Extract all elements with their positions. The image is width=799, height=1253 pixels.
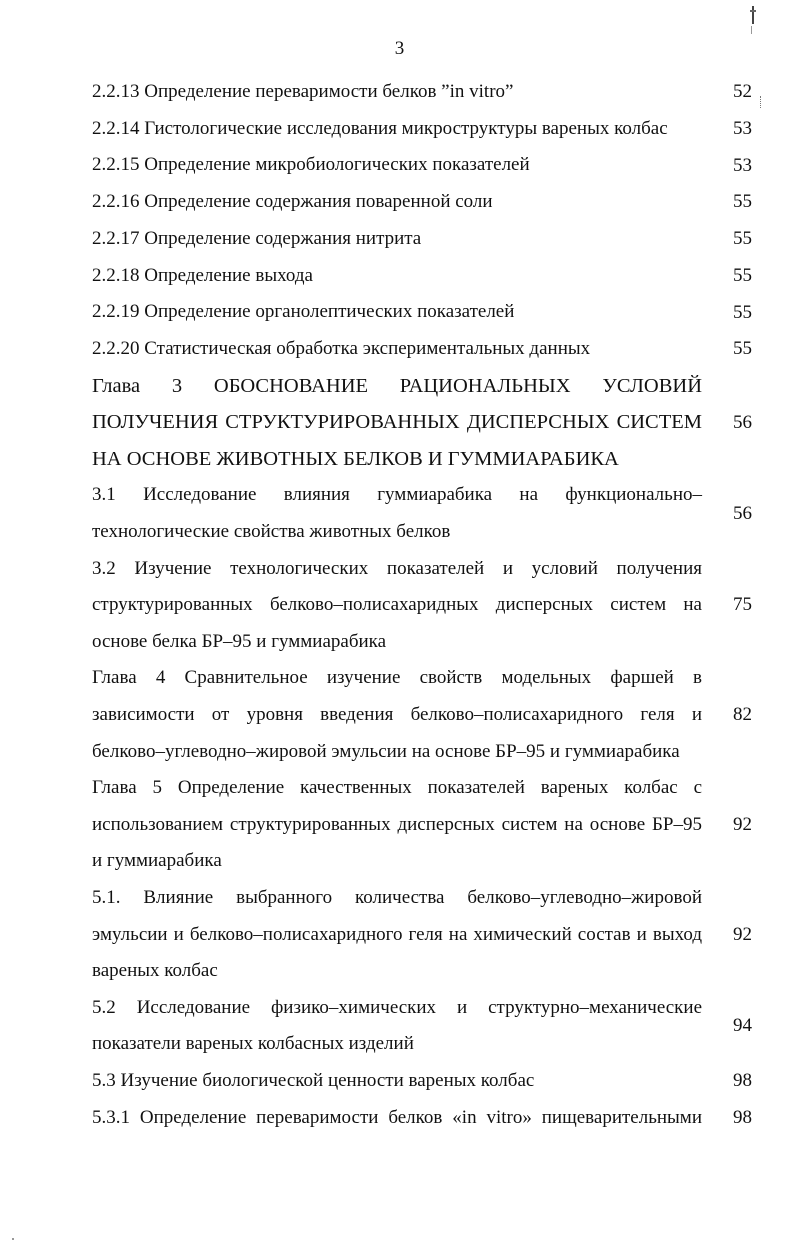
toc-entry bbox=[92, 147, 752, 184]
toc-entry-title: 2.2.14 Гистологические исследования микроструктуры вареных колбас bbox=[92, 117, 668, 139]
toc-entry-page: 92 bbox=[733, 814, 752, 836]
toc-entry-title: 3.2 Изучение технологических показателей и условий получения структурированных белково–полисахаридных дисперсных систем на основе белка БР–95 и гуммиарабика bbox=[92, 557, 702, 652]
toc-entry-title: 5.3 Изучение биологической ценности вареных колбас bbox=[92, 1069, 535, 1091]
toc-entry-title: 5.3.1 Определение переваримости белков «in vitro» пищеварительными bbox=[92, 1106, 702, 1128]
toc-entry-page: 75 bbox=[733, 594, 752, 616]
toc-chapter-entry bbox=[92, 660, 752, 770]
scan-corner-dot bbox=[12, 1238, 14, 1240]
toc-entry-title: 2.2.17 Определение содержания нитрита bbox=[92, 227, 422, 249]
toc-entry-title: 3.1 Исследование влияния гуммиарабика на функционально–технологические свойства животных белков bbox=[92, 484, 702, 542]
toc-entry-title: 2.2.15 Определение микробиологических показателей bbox=[92, 154, 530, 176]
toc-entry bbox=[92, 74, 752, 111]
toc-entry-title: 2.2.16 Определение содержания поваренной соли bbox=[92, 191, 493, 213]
toc-entry bbox=[92, 477, 752, 550]
toc-entry bbox=[92, 990, 752, 1063]
toc-entry-title: Глава 3 ОБОСНОВАНИЕ РАЦИОНАЛЬНЫХ УСЛОВИЙ ПОЛУЧЕНИЯ СТРУКТУРИРОВАННЫХ ДИСПЕРСНЫХ СИСТЕМ НА ОСНОВЕ ЖИВОТНЫХ БЕЛКОВ И ГУММИАРАБИКА bbox=[92, 374, 702, 470]
toc-entry-title: 5.1. Влияние выбранного количества белково–углеводно–жировой эмульсии и белково–полисахаридного геля на химический состав и выход вареных колбас bbox=[92, 886, 702, 982]
toc-entry bbox=[92, 1063, 752, 1100]
toc-entry-page: 55 bbox=[733, 228, 752, 250]
toc-entry-page: 98 bbox=[733, 1070, 752, 1092]
toc-entry-page: 53 bbox=[733, 154, 752, 176]
toc-chapter-entry bbox=[92, 770, 752, 880]
toc-entry bbox=[92, 221, 752, 258]
toc-entry bbox=[92, 294, 752, 331]
toc-entry-page: 56 bbox=[733, 503, 752, 524]
scan-artifact-mark bbox=[748, 4, 758, 38]
toc-entry-page: 55 bbox=[733, 191, 752, 213]
toc-entry-page: 82 bbox=[733, 704, 752, 726]
toc-entry-page: 55 bbox=[733, 338, 752, 360]
toc-entry-title: Глава 4 Сравнительное изучение свойств модельных фаршей в зависимости от уровня введения белково–полисахаридного геля и белково–углеводно–жировой эмульсии на основе БР–95 и гуммиарабика bbox=[92, 667, 702, 762]
toc-entry-page: 55 bbox=[733, 264, 752, 286]
toc-entry-title: 2.2.19 Определение органолептических показателей bbox=[92, 301, 515, 323]
toc-chapter-entry bbox=[92, 368, 752, 478]
toc-entry bbox=[92, 184, 752, 221]
toc-entry-page: 92 bbox=[733, 923, 752, 945]
toc-entry-page: 98 bbox=[733, 1106, 752, 1128]
toc-entry bbox=[92, 331, 752, 368]
toc-entry-page: 94 bbox=[733, 1015, 752, 1037]
toc-entry-page: 52 bbox=[733, 81, 752, 103]
page-number: 3 bbox=[394, 38, 405, 59]
toc-entry-page: 56 bbox=[733, 411, 752, 433]
toc-entry-page: 55 bbox=[733, 301, 752, 323]
toc-entry bbox=[92, 551, 752, 661]
toc-entry bbox=[92, 880, 752, 990]
toc-entry bbox=[92, 111, 752, 148]
scan-edge-mark bbox=[760, 96, 765, 108]
toc-entry-title: 2.2.18 Определение выхода bbox=[92, 264, 313, 286]
toc-entry-title: 5.2 Исследование физико–химических и структурно–механические показатели вареных колбасных изделий bbox=[92, 996, 702, 1055]
toc-entry-title: 2.2.13 Определение переваримости белков ”in vitro” bbox=[92, 81, 514, 102]
toc-entry-page: 53 bbox=[733, 118, 752, 140]
toc-entry bbox=[92, 1100, 752, 1137]
toc-entry-title: Глава 5 Определение качественных показателей вареных колбас с использованием структурированных дисперсных систем на основе БР–95 и гуммиарабика bbox=[92, 777, 702, 872]
toc-entry bbox=[92, 258, 752, 295]
table-of-contents bbox=[92, 74, 752, 1136]
toc-entry-title: 2.2.20 Статистическая обработка экспериментальных данных bbox=[92, 337, 591, 359]
